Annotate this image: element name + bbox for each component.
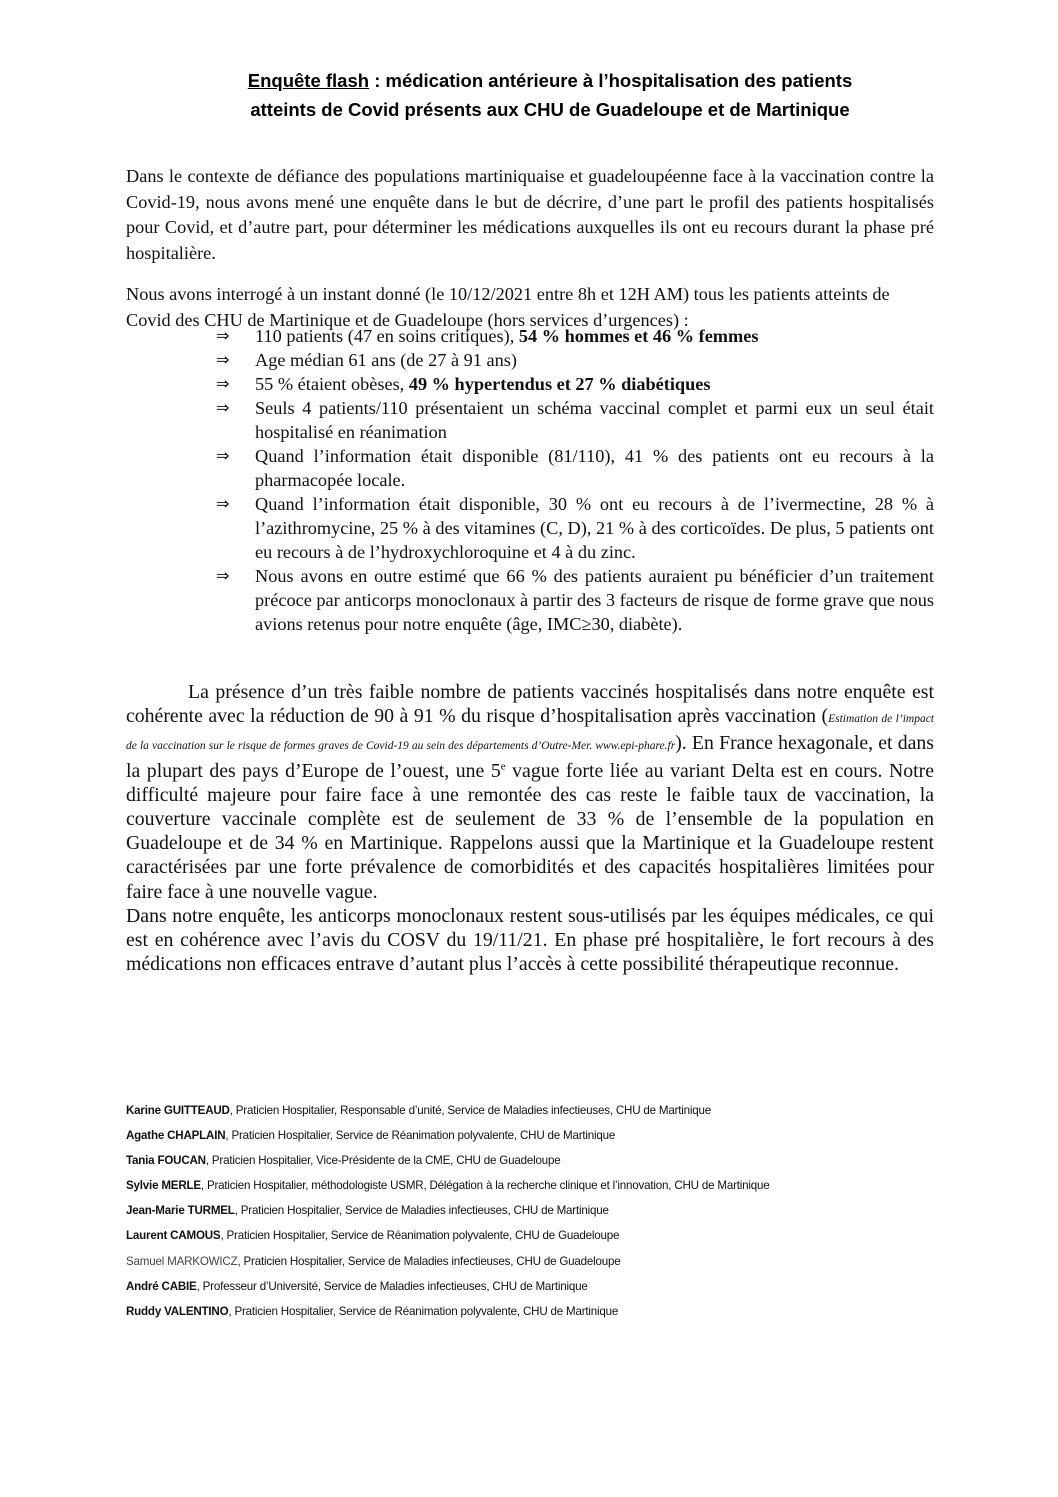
finding-item: ⇒ Seuls 4 patients/110 présentaient un schéma vaccinal complet et parmi eux un seul était hospitalisé en réanimation <box>216 398 934 442</box>
author-name: Agathe CHAPLAIN <box>126 1129 226 1143</box>
finding-item: ⇒ Quand l’information était disponible (81/110), 41 % des patients ont eu recours à la pharmacopée locale. <box>216 446 934 490</box>
author-role: , Praticien Hospitalier, Vice-Présidente de la CME, CHU de Guadeloupe <box>205 1154 561 1168</box>
author-row <box>126 1278 986 1303</box>
author-role: , Professeur d’Université, Service de Maladies infectieuses, CHU de Martinique <box>196 1279 588 1293</box>
author-role: , Praticien Hospitalier, Service de Réanimation polyvalente, CHU de Martinique <box>225 1129 616 1143</box>
author-row <box>126 1202 986 1227</box>
discussion-paragraph-2: Dans notre enquête, les anticorps monoclonaux restent sous-utilisés par les équipes médicales, ce qui est en cohérence avec l’avis du COSV du 19/11/21. En phase pré hospitalière, le fort recours à des médications non efficaces entrave d’autant plus l’accès à cette possibilité thérapeutique reconnue. <box>126 904 934 976</box>
author-row <box>126 1127 986 1152</box>
author-role: , Praticien Hospitalier, méthodologiste USMR, Délégation à la recherche clinique et l’innovation, CHU de Martinique <box>200 1179 770 1193</box>
implies-arrow-icon: ⇒ <box>216 494 230 513</box>
implies-arrow-icon: ⇒ <box>216 374 230 393</box>
author-name: Ruddy VALENTINO <box>126 1304 229 1318</box>
implies-arrow-icon: ⇒ <box>216 398 230 417</box>
implies-arrow-icon: ⇒ <box>216 446 230 465</box>
author-name: Karine GUITTEAUD <box>126 1104 230 1117</box>
document-title <box>150 66 950 124</box>
author-list <box>126 1102 986 1328</box>
author-name: André CABIE <box>126 1279 197 1293</box>
implies-arrow-icon: ⇒ <box>216 566 230 585</box>
author-role: , Praticien Hospitalier, Service de Réanimation polyvalente, CHU de Martinique <box>228 1304 619 1318</box>
implies-arrow-icon: ⇒ <box>216 350 230 369</box>
intro-paragraph-1: Dans le contexte de défiance des populations martiniquaise et guadeloupéenne face à la vaccination contre la Covid-19, nous avons mené une enquête dans le but de décrire, d’une part le profil des patients hospitalisés pour Covid, et d’autre part, pour déterminer les médications auxquelles ils ont eu recours durant la phase pré hospitalière. <box>126 166 934 263</box>
author-role: , Praticien Hospitalier, Service de Réanimation polyvalente, CHU de Guadeloupe <box>220 1229 620 1243</box>
author-name: Laurent CAMOUS <box>126 1229 221 1243</box>
author-role: , Praticien Hospitalier, Responsable d’unité, Service de Maladies infectieuses, CHU de Martinique <box>229 1104 712 1117</box>
discussion-paragraph-1: La présence d’un très faible nombre de patients vaccinés hospitalisés dans notre enquête est cohérente avec la réduction de 90 à 91 % du risque d’hospitalisation après vaccination (Estimation de l’impact de la vaccination sur le risque de formes graves de Covid-19 au sein des départements d’Outre-Mer. www.epi-phare.fr). En France hexagonale, et dans la plupart des pays d’Europe de l’ouest, une 5e vague forte liée au variant Delta est en cours. Notre difficulté majeure pour faire face à une remontée des cas reste le faible taux de vaccination, la couverture vaccinale complète est de seulement de 33 % de l’ensemble de la population en Guadeloupe et de 34 % en Martinique. Rappelons aussi que la Martinique et la Guadeloupe restent caractérisées par une forte prévalence de comorbidités et des capacités hospitalières limitées pour faire face à une nouvelle vague. <box>126 681 934 903</box>
title-line1: : médication antérieure à l’hospitalisation des patients <box>369 70 853 91</box>
author-role: , Praticien Hospitalier, Service de Maladies infectieuses, CHU de Martinique <box>234 1204 609 1218</box>
author-role: , Praticien Hospitalier, Service de Maladies infectieuses, CHU de Guadeloupe <box>237 1254 621 1268</box>
author-name: Sylvie MERLE <box>126 1179 201 1193</box>
author-name: Samuel MARKOWICZ <box>126 1254 238 1268</box>
author-name: Jean-Marie TURMEL <box>126 1204 235 1218</box>
title-line2: atteints de Covid présents aux CHU de Guadeloupe et de Martinique <box>250 99 850 120</box>
author-row <box>126 1227 986 1252</box>
intro-paragraph-2: Nous avons interrogé à un instant donné (le 10/12/2021 entre 8h et 12H AM) tous les patients atteints de Covid des CHU de Martinique et de Guadeloupe (hors services d’urgences) : <box>126 284 890 330</box>
discussion-section <box>126 680 934 976</box>
finding-item: ⇒ 55 % étaient obèses, 49 % hypertendus et 27 % diabétiques <box>216 374 711 394</box>
author-row <box>126 1152 986 1177</box>
finding-item: ⇒ Age médian 61 ans (de 27 à 91 ans) <box>216 350 517 370</box>
author-row <box>126 1102 986 1127</box>
implies-arrow-icon: ⇒ <box>216 326 230 345</box>
citation-reference: Estimation de l’impact de la vaccination sur le risque de formes graves de Covid-19 au sein des départements d’Outre-Mer. www.epi-phare.fr <box>126 713 934 753</box>
author-row <box>126 1253 986 1278</box>
title-underlined-label: Enquête flash <box>247 70 370 91</box>
findings-list <box>210 324 934 636</box>
author-name: Tania FOUCAN <box>126 1154 206 1168</box>
author-row <box>126 1303 986 1328</box>
author-row <box>126 1177 986 1202</box>
finding-item: ⇒ Quand l’information était disponible, 30 % ont eu recours à de l’ivermectine, 28 % à l’azithromycine, 25 % à des vitamines (C, D), 21 % à des corticoïdes. De plus, 5 patients ont eu recours à de l’hydroxychloroquine et 4 à du zinc. <box>216 494 934 562</box>
finding-item: ⇒ Nous avons en outre estimé que 66 % des patients auraient pu bénéficier d’un traitement précoce par anticorps monoclonaux à partir des 3 facteurs de risque de forme grave que nous avions retenus pour notre enquête (âge, IMC≥30, diabète). <box>216 566 934 634</box>
finding-item: ⇒ 110 patients (47 en soins critiques), 54 % hommes et 46 % femmes <box>216 326 759 346</box>
